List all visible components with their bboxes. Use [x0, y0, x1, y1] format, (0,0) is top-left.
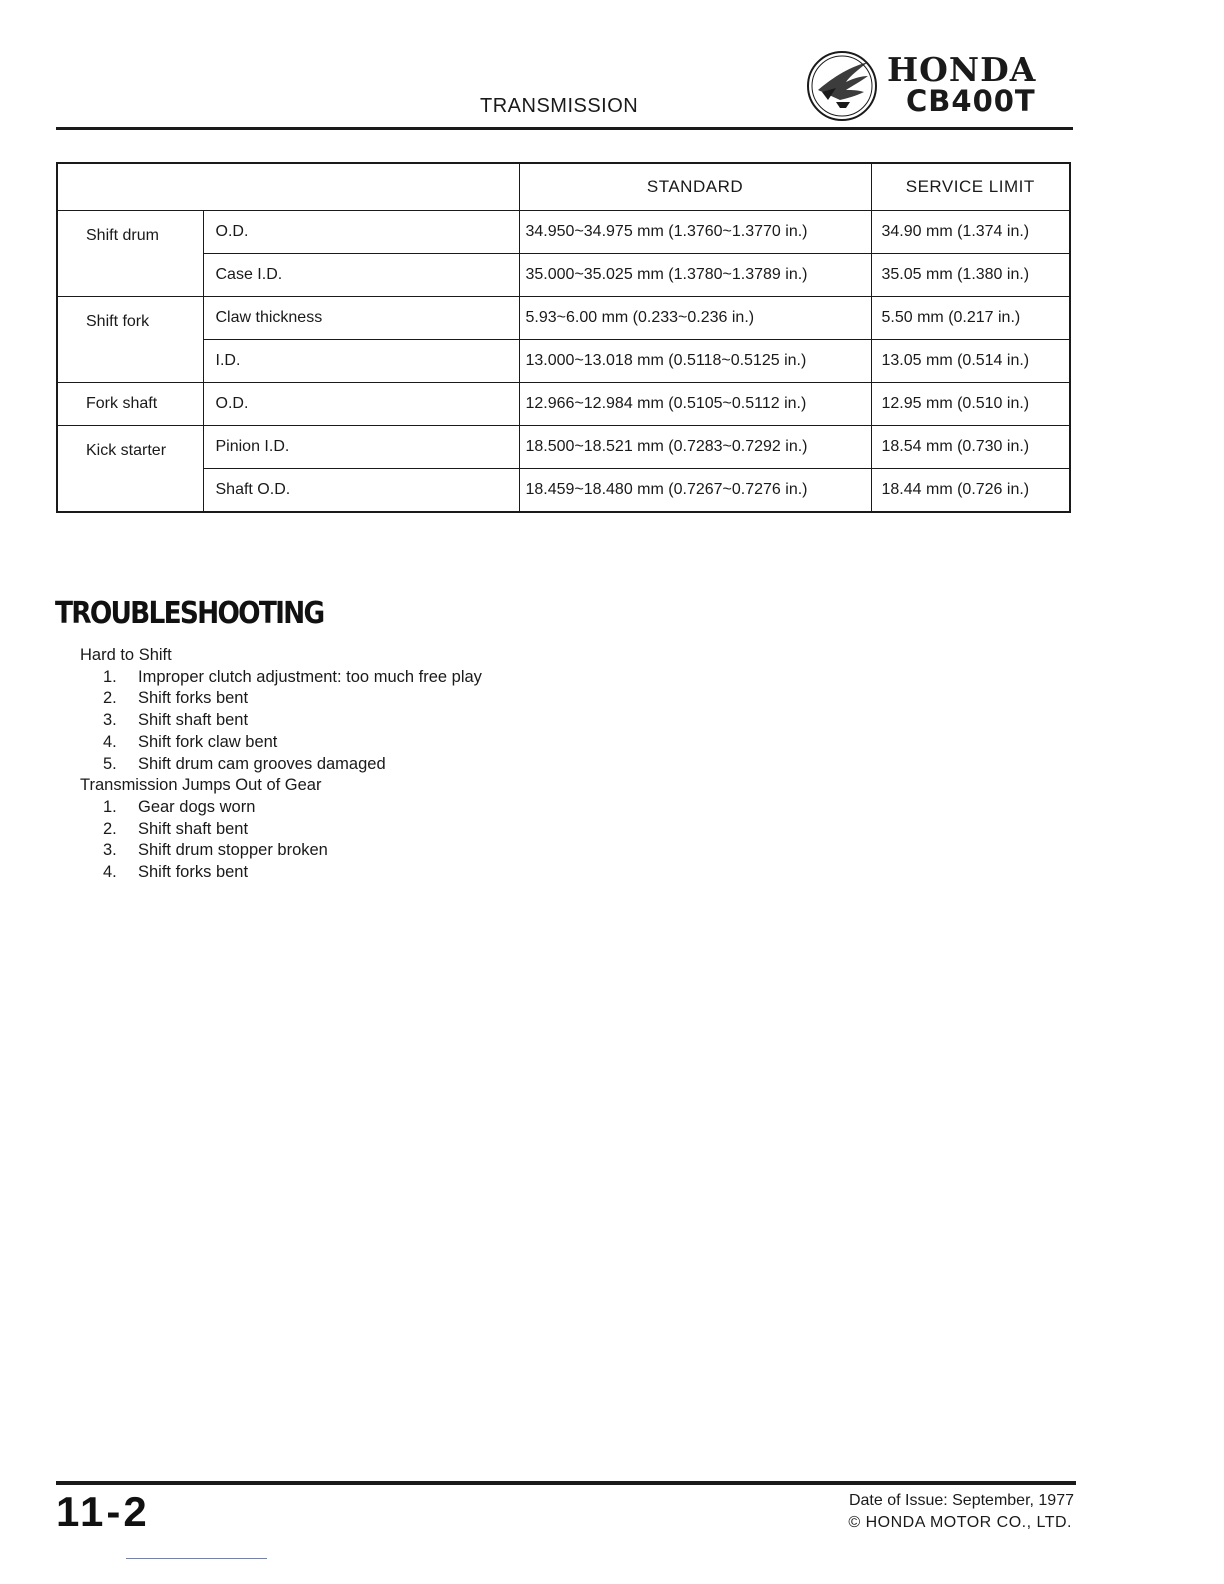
- spec-table: [56, 162, 1071, 513]
- item-cell: Shaft O.D.: [203, 469, 519, 513]
- standard-cell: 18.500~18.521 mm (0.7283~0.7292 in.): [519, 426, 871, 469]
- copyright: © HONDA MOTOR CO., LTD.: [848, 1514, 1072, 1531]
- list-item: [80, 754, 482, 776]
- standard-cell: 13.000~13.018 mm (0.5118~0.5125 in.): [519, 340, 871, 383]
- item-number: 4.: [103, 863, 117, 882]
- item-number: 3.: [103, 841, 117, 860]
- item-cell: Case I.D.: [203, 254, 519, 297]
- limit-cell: 12.95 mm (0.510 in.): [871, 383, 1070, 426]
- cause-list: [80, 667, 482, 776]
- item-text: Gear dogs worn: [138, 797, 256, 816]
- list-item: [80, 688, 482, 710]
- table-row: [57, 340, 1070, 383]
- table-row: [57, 211, 1070, 254]
- item-number: 4.: [103, 732, 117, 751]
- issue-date: Date of Issue: September, 1977: [848, 1492, 1074, 1509]
- item-text: Shift shaft bent: [138, 819, 249, 838]
- header-standard: STANDARD: [519, 163, 871, 211]
- item-cell: I.D.: [203, 340, 519, 383]
- standard-cell: 35.000~35.025 mm (1.3780~1.3789 in.): [519, 254, 871, 297]
- item-text: Shift drum cam grooves damaged: [138, 754, 386, 773]
- item-number: 3.: [103, 711, 117, 730]
- troubleshooting-body: [80, 645, 482, 884]
- header-service-limit: SERVICE LIMIT: [871, 163, 1070, 211]
- page-number: 11-2: [56, 1488, 150, 1535]
- limit-cell: 18.44 mm (0.726 in.): [871, 469, 1070, 513]
- item-cell: Pinion I.D.: [203, 426, 519, 469]
- model-name: CB400T: [906, 84, 1036, 118]
- item-text: Shift forks bent: [138, 689, 249, 708]
- list-item: [80, 797, 482, 819]
- item-cell: O.D.: [203, 211, 519, 254]
- limit-cell: 35.05 mm (1.380 in.): [871, 254, 1070, 297]
- section-title: TRANSMISSION: [480, 95, 639, 117]
- header-rule: [56, 127, 1073, 130]
- list-item: [80, 840, 482, 862]
- group-title: Hard to Shift: [80, 646, 172, 664]
- item-cell: O.D.: [203, 383, 519, 426]
- item-text: Shift fork claw bent: [138, 732, 278, 751]
- troubleshooting-heading: TROUBLESHOOTING: [55, 596, 324, 631]
- table-row: [57, 297, 1070, 340]
- category-cell: Shift drum: [57, 211, 203, 297]
- item-number: 1.: [103, 797, 117, 816]
- item-text: Shift shaft bent: [138, 711, 249, 730]
- scan-underline: [126, 1558, 267, 1559]
- category-cell: Shift fork: [57, 297, 203, 383]
- standard-cell: 5.93~6.00 mm (0.233~0.236 in.): [519, 297, 871, 340]
- honda-wing-emblem-icon: [806, 50, 878, 122]
- table-row: [57, 426, 1070, 469]
- brand-name: HONDA: [887, 50, 1037, 89]
- item-number: 5.: [103, 754, 117, 773]
- item-text: Improper clutch adjustment: too much free play: [138, 667, 482, 686]
- standard-cell: 18.459~18.480 mm (0.7267~0.7276 in.): [519, 469, 871, 513]
- header-blank: [57, 163, 519, 211]
- limit-cell: 34.90 mm (1.374 in.): [871, 211, 1070, 254]
- list-item: [80, 862, 482, 884]
- standard-cell: 12.966~12.984 mm (0.5105~0.5112 in.): [519, 383, 871, 426]
- category-cell: Fork shaft: [57, 383, 203, 426]
- limit-cell: 5.50 mm (0.217 in.): [871, 297, 1070, 340]
- list-item: [80, 667, 482, 689]
- footer-rule: [56, 1481, 1076, 1485]
- item-cell: Claw thickness: [203, 297, 519, 340]
- list-item: [80, 732, 482, 754]
- group-title: Transmission Jumps Out of Gear: [80, 776, 322, 795]
- table-row: [57, 254, 1070, 297]
- spec-table-header: [57, 163, 1070, 211]
- item-number: 1.: [103, 667, 117, 686]
- table-row: [57, 469, 1070, 513]
- limit-cell: 18.54 mm (0.730 in.): [871, 426, 1070, 469]
- item-number: 2.: [103, 689, 117, 708]
- category-cell: Kick starter: [57, 426, 203, 513]
- limit-cell: 13.05 mm (0.514 in.): [871, 340, 1070, 383]
- item-text: Shift forks bent: [138, 863, 249, 882]
- table-row: [57, 383, 1070, 426]
- standard-cell: 34.950~34.975 mm (1.3760~1.3770 in.): [519, 211, 871, 254]
- cause-list: [80, 797, 482, 884]
- list-item: [80, 819, 482, 841]
- item-number: 2.: [103, 819, 117, 838]
- list-item: [80, 710, 482, 732]
- item-text: Shift drum stopper broken: [138, 841, 328, 860]
